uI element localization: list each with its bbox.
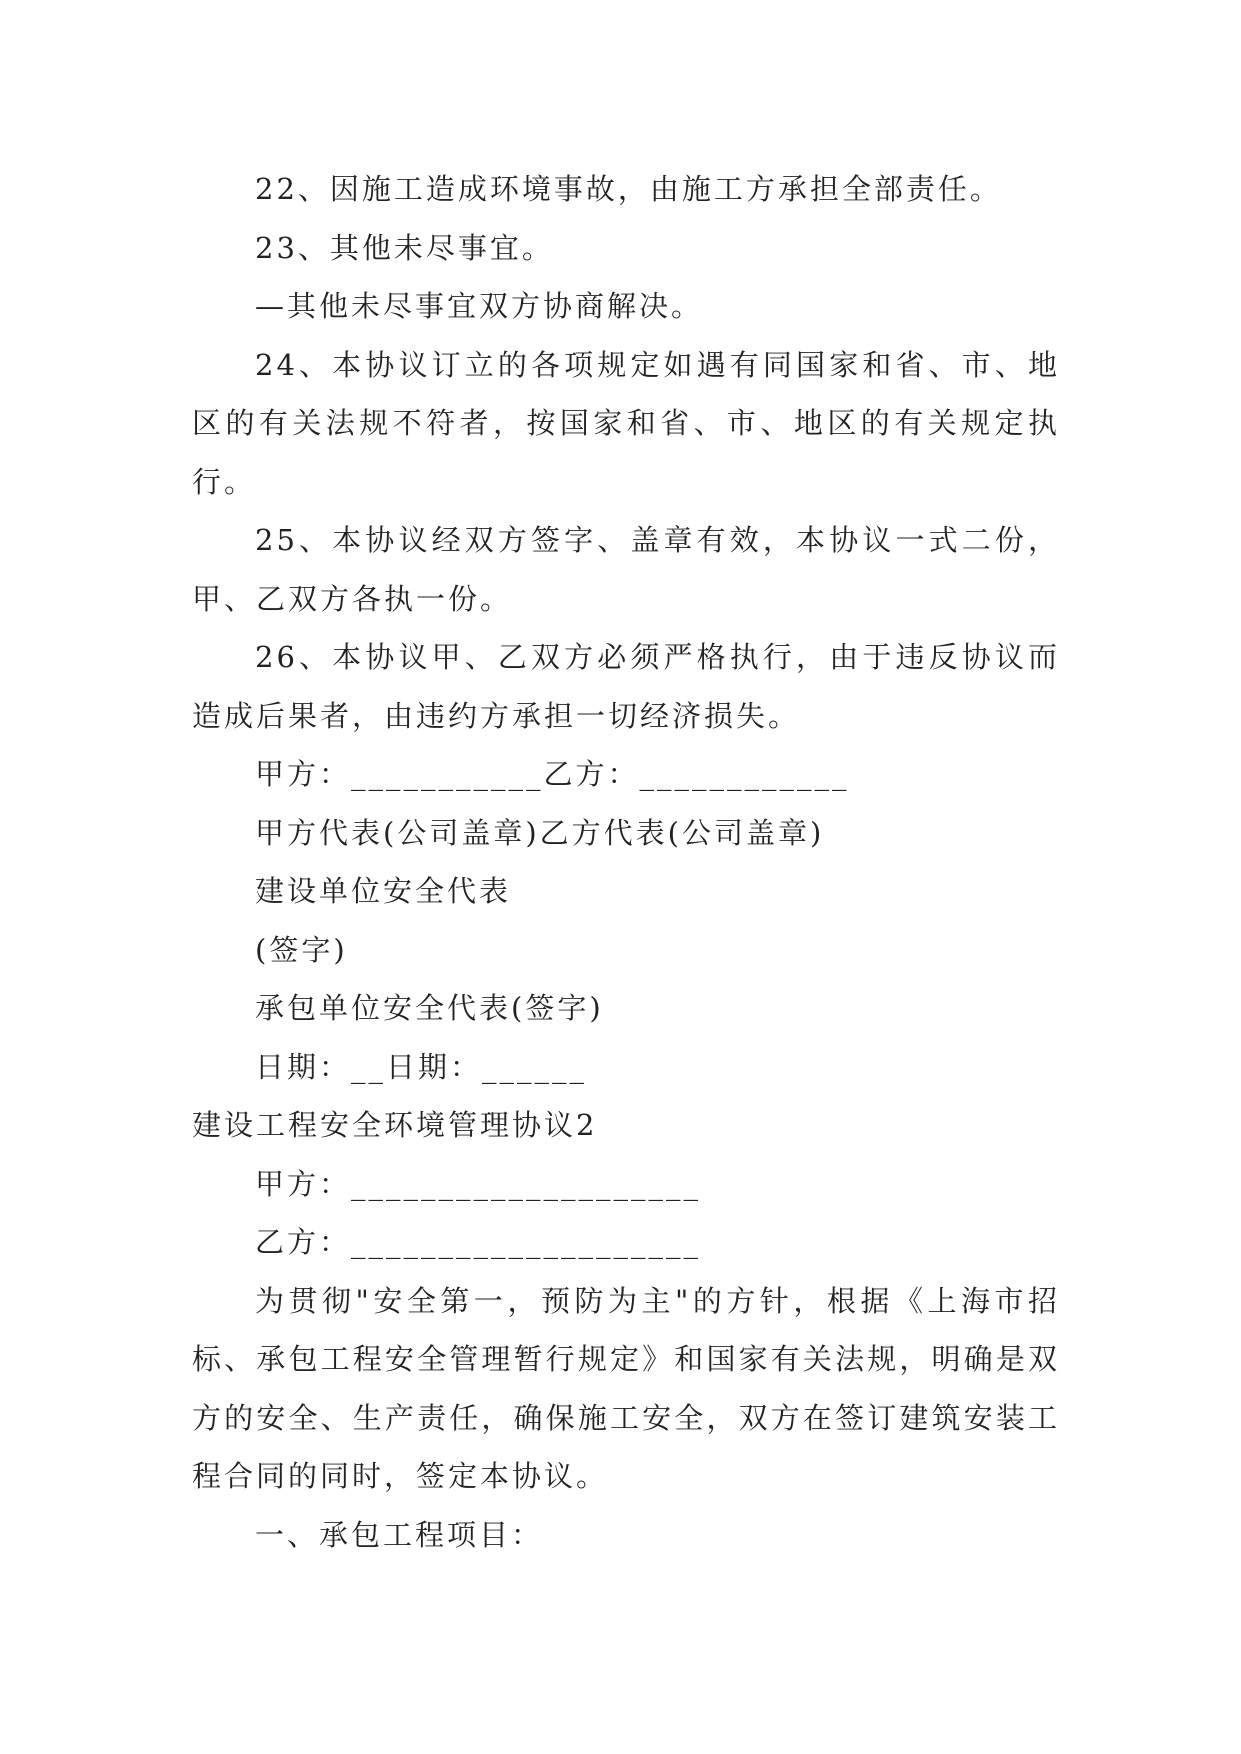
clause-23: 23、其他未尽事宜。 — [255, 230, 554, 265]
party-a-line: 甲方：____________________ — [255, 1166, 702, 1201]
party-signature-line: 甲方：___________乙方：____________ — [255, 757, 850, 791]
section-heading-project: 一、承包工程项目： — [255, 1517, 544, 1552]
preamble-paragraph: 为贯彻"安全第一，预防为主"的方针，根据《上海市招标、承包工程安全管理暂行规定》和国家有关法规，明确是双方的安全、生产责任，确保施工安全，双方在签订建筑安装工程合同的同时，签定本协议。 — [192, 1283, 1060, 1493]
signature-note: (签字) — [255, 932, 348, 967]
builder-safety-rep-line: 建设单位安全代表 — [255, 874, 512, 908]
contractor-safety-rep-line: 承包单位安全代表(签字) — [255, 991, 604, 1025]
clause-25: 25、本协议经双方签字、盖章有效，本协议一式二份，甲、乙双方各执一份。 — [192, 523, 1060, 616]
clause-23-detail: —其他未尽事宜双方协商解决。 — [255, 289, 704, 323]
section-title: 建设工程安全环境管理协议2 — [192, 1108, 598, 1142]
clause-22: 22、因施工造成环境事故，由施工方承担全部责任。 — [255, 172, 1002, 206]
document-body — [192, 160, 1060, 1564]
clause-26: 26、本协议甲、乙双方必须严格执行，由于违反协议而造成后果者，由违约方承担一切经济损失。 — [192, 640, 1060, 733]
clause-24: 24、本协议订立的各项规定如遇有同国家和省、市、地区的有关法规不符者，按国家和省、市、地区的有关规定执行。 — [192, 347, 1060, 499]
representative-seal-line: 甲方代表(公司盖章)乙方代表(公司盖章) — [255, 815, 825, 850]
date-line: 日期：__日期：______ — [255, 1049, 588, 1084]
party-b-line: 乙方：____________________ — [255, 1225, 702, 1259]
